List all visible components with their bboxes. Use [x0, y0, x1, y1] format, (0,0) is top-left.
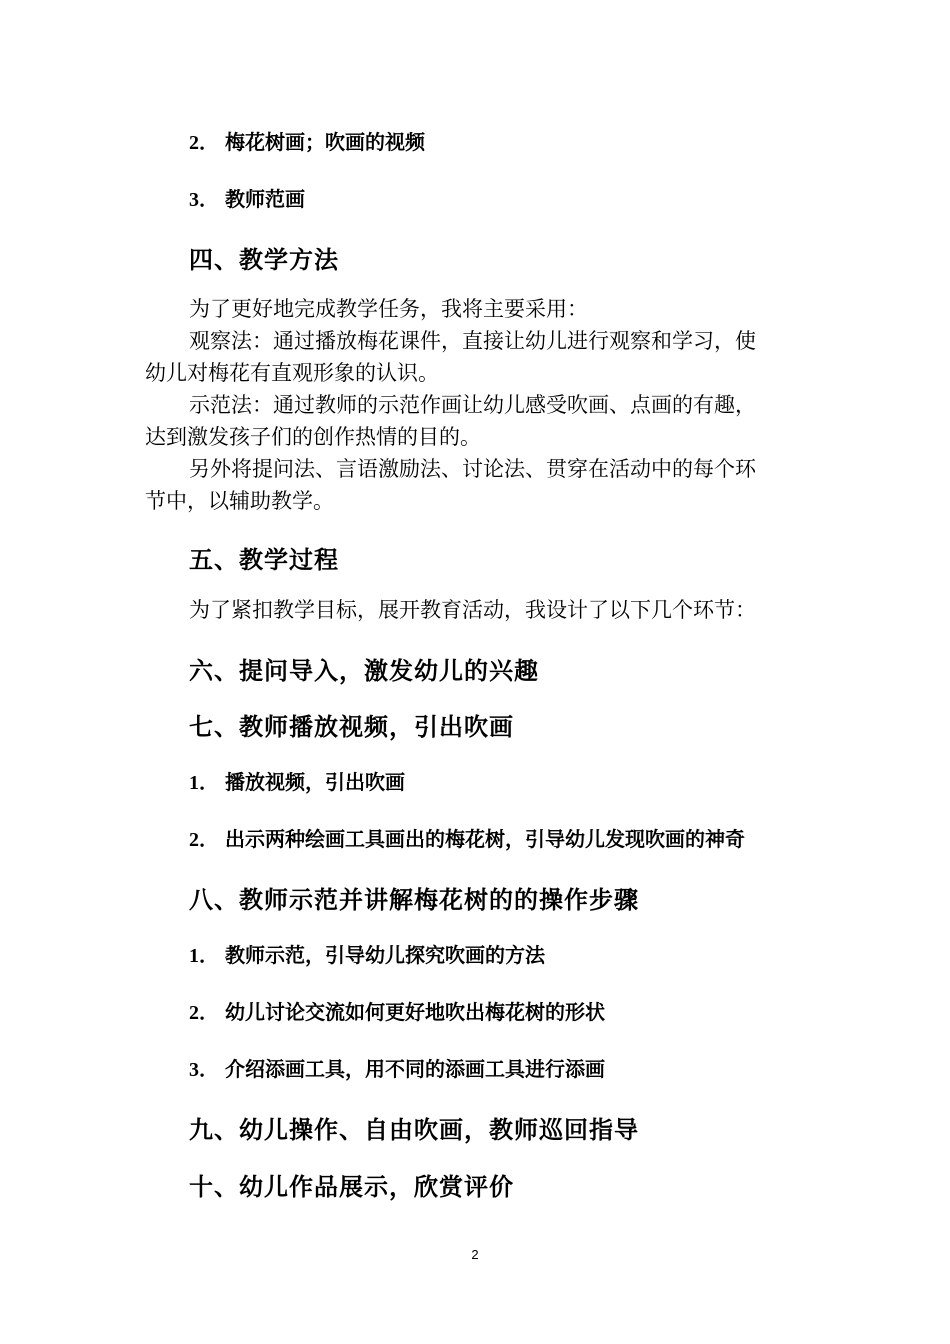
- section-heading-6: 六、提问导入，激发幼儿的兴趣: [189, 657, 539, 685]
- item-number: 3．: [189, 189, 219, 211]
- section-heading-4: 四、教学方法: [189, 246, 339, 274]
- item-text: 教师范画: [225, 187, 305, 211]
- item-number: 1．: [189, 772, 219, 794]
- paragraph: 示范法：通过教师的示范作画让幼儿感受吹画、点画的有趣，: [189, 393, 756, 417]
- paragraph: 观察法：通过播放梅花课件，直接让幼儿进行观察和学习，使: [189, 329, 756, 353]
- section-heading-8: 八、教师示范并讲解梅花树的的操作步骤: [189, 886, 639, 914]
- paragraph-continuation: 达到激发孩子们的创作热情的目的。: [145, 425, 481, 449]
- item-number: 3．: [189, 1059, 219, 1081]
- section-heading-10: 十、幼儿作品展示，欣赏评价: [189, 1173, 514, 1201]
- paragraph: 为了紧扣教学目标，展开教育活动，我设计了以下几个环节：: [189, 598, 756, 622]
- item-text: 播放视频，引出吹画: [225, 770, 405, 794]
- item-text: 教师示范，引导幼儿探究吹画的方法: [225, 943, 545, 967]
- step-item-1: [189, 939, 545, 968]
- paragraph-continuation: 节中，以辅助教学。: [145, 489, 334, 513]
- item-text: 出示两种绘画工具画出的梅花树，引导幼儿发现吹画的神奇: [225, 827, 745, 851]
- section-heading-7: 七、教师播放视频，引出吹画: [189, 713, 514, 741]
- page-number: 2: [471, 1247, 479, 1262]
- step-item-2: [189, 996, 605, 1025]
- item-number: 2．: [189, 1002, 219, 1024]
- item-number: 2．: [189, 829, 219, 851]
- step-item-3: [189, 1053, 605, 1082]
- material-item-3: [189, 183, 305, 212]
- paragraph: 另外将提问法、言语激励法、讨论法、贯穿在活动中的每个环: [189, 457, 756, 481]
- item-text: 幼儿讨论交流如何更好地吹出梅花树的形状: [225, 1000, 605, 1024]
- section-heading-5: 五、教学过程: [189, 546, 339, 574]
- item-number: 2．: [189, 132, 219, 154]
- step-item-2: [189, 823, 745, 852]
- section-heading-9: 九、幼儿操作、自由吹画，教师巡回指导: [189, 1116, 639, 1144]
- step-item-1: [189, 766, 405, 795]
- material-item-2: [189, 126, 425, 155]
- item-text: 介绍添画工具，用不同的添画工具进行添画: [225, 1057, 605, 1081]
- paragraph-continuation: 幼儿对梅花有直观形象的认识。: [145, 361, 439, 385]
- item-text: 梅花树画；吹画的视频: [225, 130, 425, 154]
- item-number: 1．: [189, 945, 219, 967]
- paragraph: 为了更好地完成教学任务，我将主要采用：: [189, 297, 588, 321]
